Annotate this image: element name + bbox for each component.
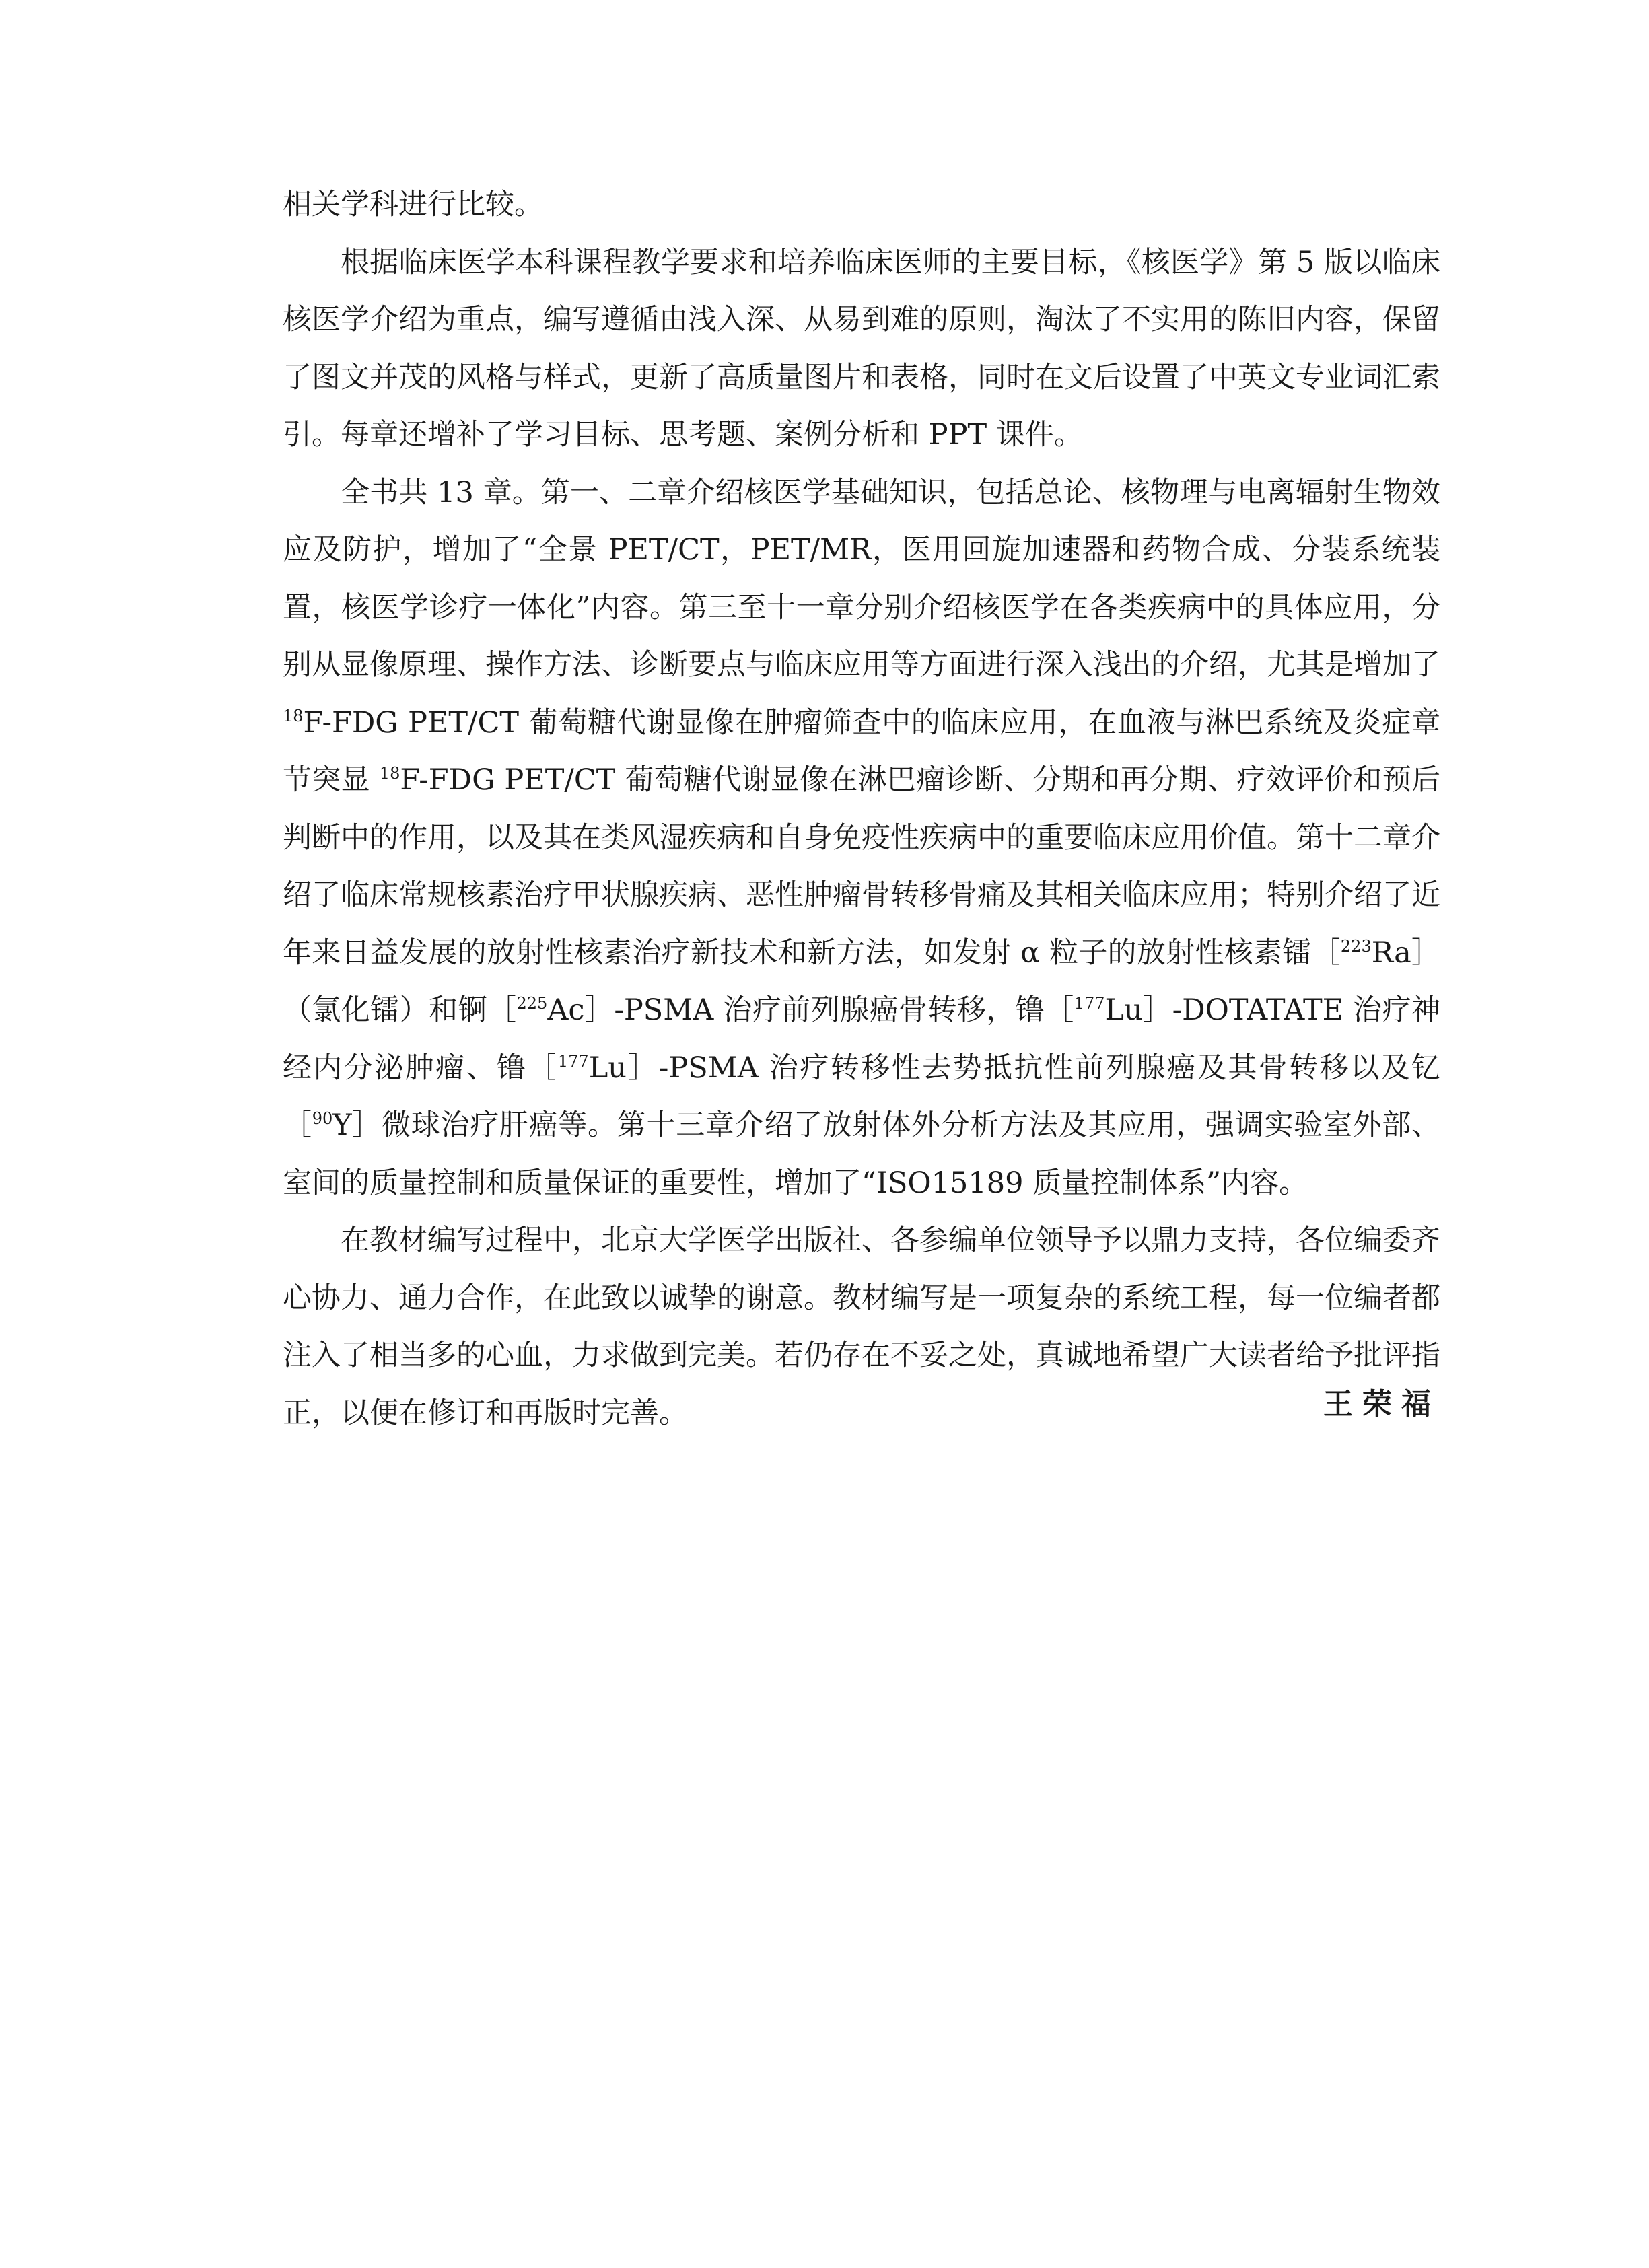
isotope-mass-number: 18 [283, 706, 304, 725]
isotope-mass-number: 18 [379, 764, 400, 783]
paragraph-teaching-goals: 根据临床医学本科课程教学要求和培养临床医师的主要目标，《核医学》第 5 版以临床核医学介绍为重点，编写遵循由浅入深、从易到难的原则，淘汰了不实用的陈旧内容，保留了图文并茂的风格与样式，更新了高质量图片和表格，同时在文后设置了中英文专业词汇索引。每章还增补了学习目标、思考题、案例分析和 PPT 课件。 [283, 245, 1440, 452]
document-page [283, 176, 1440, 1442]
isotope-mass-number: 90 [312, 1109, 333, 1128]
author-signature: 王荣福 [1323, 1387, 1440, 1421]
isotope-mass-number: 223 [1340, 936, 1372, 956]
paragraph-book-structure: 全书共 13 章。第一、二章介绍核医学基础知识，包括总论、核物理与电离辐射生物效应及防护，增加了“全景 PET/CT，PET/MR，医用回旋加速器和药物合成、分装系统装置，核医学诊疗一体化”内容。第三至十一章分别介绍核医学在各类疾病中的具体应用，分别从显像原理、操作方法、诊断要点与临床应用等方面进行深入浅出的介绍，尤其是增加了 $^{18}$F-FDG PET/CT 葡萄糖代谢显像在肿瘤筛查中的临床应用，在血液与淋巴系统及炎症章节突显 $^{18}$F-FDG PET/CT 葡萄糖代谢显像在淋巴瘤诊断、分期和再分期、疗效评价和预后判断中的作用，以及其在类风湿疾病和自身免疫性疾病中的重要临床应用价值。第十二章介绍了临床常规核素治疗甲状腺疾病、恶性肿瘤骨转移骨痛及其相关临床应用；特别介绍了近年来日益发展的放射性核素治疗新技术和新方法，如发射 α 粒子的放射性核素镭［$^{223}$Ra］（氯化镭）和锕［$^{225}$Ac］-PSMA 治疗前列腺癌骨转移，镥［$^{177}$Lu］-DOTATATE 治疗神经内分泌肿瘤、镥［$^{177}$Lu］-PSMA 治疗转移性去势抵抗性前列腺癌及其骨转移以及钇［$^{90}$Y］微球治疗肝癌等。第十三章介绍了放射体外分析方法及其应用，强调实验室外部、室间的质量控制和质量保证的重要性，增加了“ISO15189 质量控制体系”内容。 [283, 475, 1441, 1200]
paragraph-acknowledgements: 在教材编写过程中，北京大学医学出版社、各参编单位领导予以鼎力支持，各位编委齐心协力、通力合作，在此致以诚挚的谢意。教材编写是一项复杂的系统工程，每一位编者都注入了相当多的心血，力求做到完美。若仍存在不妥之处，真诚地希望广大读者给予批评指正，以便在修订和再版时完善。 [283, 1224, 1440, 1430]
isotope-mass-number: 177 [1074, 994, 1105, 1013]
isotope-mass-number: 225 [516, 994, 548, 1013]
paragraph-continuation: 相关学科进行比较。 [283, 188, 543, 221]
isotope-mass-number: 177 [557, 1051, 589, 1071]
